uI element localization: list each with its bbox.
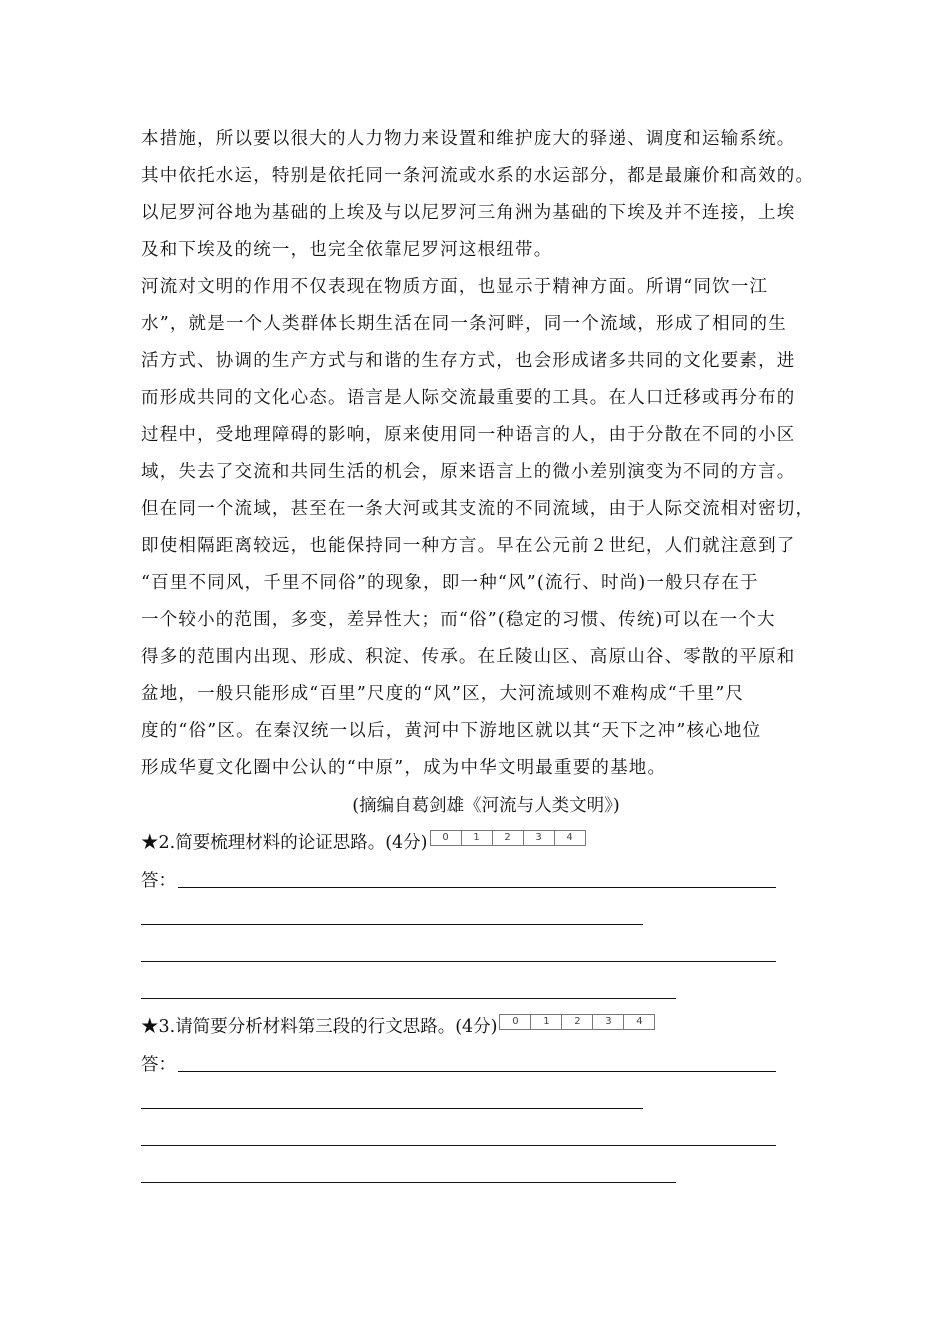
text-line: 其中依托水运，特别是依托同一条河流或水系的水运部分，都是最廉价和高效的。 xyxy=(141,166,815,186)
score-box[interactable] xyxy=(430,830,586,846)
text-line: 度的“俗”区。在秦汉统一以后，黄河中下游地区就以其“天下之冲”核心地位 xyxy=(141,721,762,741)
score-cell[interactable]: 1 xyxy=(531,1015,562,1029)
question-3-text: ★3.请简要分析材料第三段的行文思路。(4分) xyxy=(141,1017,498,1037)
answer-line[interactable] xyxy=(141,961,776,962)
score-cell[interactable]: 0 xyxy=(431,831,462,845)
answer-line[interactable] xyxy=(178,1071,776,1072)
answer-line[interactable] xyxy=(178,887,776,888)
text-line: 本措施，所以要以很大的人力物力来设置和维护庞大的驿递、调度和运输系统。 xyxy=(141,129,796,149)
answer-label: 答： xyxy=(141,871,176,891)
answer-line[interactable] xyxy=(141,998,676,999)
question-3 xyxy=(141,1009,655,1045)
text-line: 域，失去了交流和共同生活的机会，原来语言上的微小差别演变为不同的方言。 xyxy=(141,462,796,482)
answer-line[interactable] xyxy=(141,1182,676,1183)
score-cell[interactable]: 3 xyxy=(524,831,555,845)
score-cell[interactable]: 3 xyxy=(593,1015,624,1029)
text-line: 水”，就是一个人类群体长期生活在同一条河畔，同一个流域，形成了相同的生 xyxy=(141,314,787,334)
text-line: 活方式、协调的生产方式与和谐的生存方式，也会形成诸多共同的文化要素，进 xyxy=(141,351,796,371)
text-line: 及和下埃及的统一，也完全依靠尼罗河这根纽带。 xyxy=(141,240,553,260)
score-box[interactable] xyxy=(499,1014,655,1030)
text-line: 盆地，一般只能形成“百里”尺度的“风”区，大河流域则不难构成“千里”尺 xyxy=(141,684,745,704)
answer-line[interactable] xyxy=(141,1108,643,1109)
text-line: 以尼罗河谷地为基础的上埃及与以尼罗河三角洲为基础的下埃及并不连接，上埃 xyxy=(141,203,796,223)
text-line: 形成华夏文化圈中公认的“中原”，成为中华文明最重要的基地。 xyxy=(141,758,667,778)
text-line: “百里不同风，千里不同俗”的现象，即一种“风”(流行、时尚)一般只存在于 xyxy=(141,573,759,593)
text-line: 但在同一个流域，甚至在一条大河或其支流的不同流域，由于人际交流相对密切， xyxy=(141,499,815,519)
text-line: 一个较小的范围，多变，差异性大；而“俗”(稳定的习惯、传统)可以在一个大 xyxy=(141,610,776,630)
source-citation: (摘编自葛剑雄《河流与人类文明》) xyxy=(352,796,620,816)
answer-label: 答： xyxy=(141,1055,176,1075)
answer-line[interactable] xyxy=(141,924,643,925)
text-line: 即使相隔距离较远，也能保持同一种方言。早在公元前２世纪，人们就注意到了 xyxy=(141,536,796,556)
question-2 xyxy=(141,825,586,861)
answer-line[interactable] xyxy=(141,1145,776,1146)
score-cell[interactable]: 0 xyxy=(500,1015,531,1029)
score-cell[interactable]: 4 xyxy=(566,832,573,843)
text-line: 得多的范围内出现、形成、积淀、传承。在丘陵山区、高原山谷、零散的平原和 xyxy=(141,647,796,667)
text-line: 而形成共同的文化心态。语言是人际交流最重要的工具。在人口迁移或再分布的 xyxy=(141,388,796,408)
score-cell[interactable]: 1 xyxy=(462,831,493,845)
text-line: 过程中，受地理障碍的影响，原来使用同一种语言的人，由于分散在不同的小区 xyxy=(141,425,796,445)
score-cell[interactable]: 2 xyxy=(493,831,524,845)
question-2-text: ★2.简要梳理材料的论证思路。(4分) xyxy=(141,833,428,853)
text-line: 河流对文明的作用不仅表现在物质方面，也显示于精神方面。所谓“同饮一江 xyxy=(141,277,769,297)
score-cell[interactable]: 4 xyxy=(636,1016,643,1027)
score-cell[interactable]: 2 xyxy=(562,1015,593,1029)
